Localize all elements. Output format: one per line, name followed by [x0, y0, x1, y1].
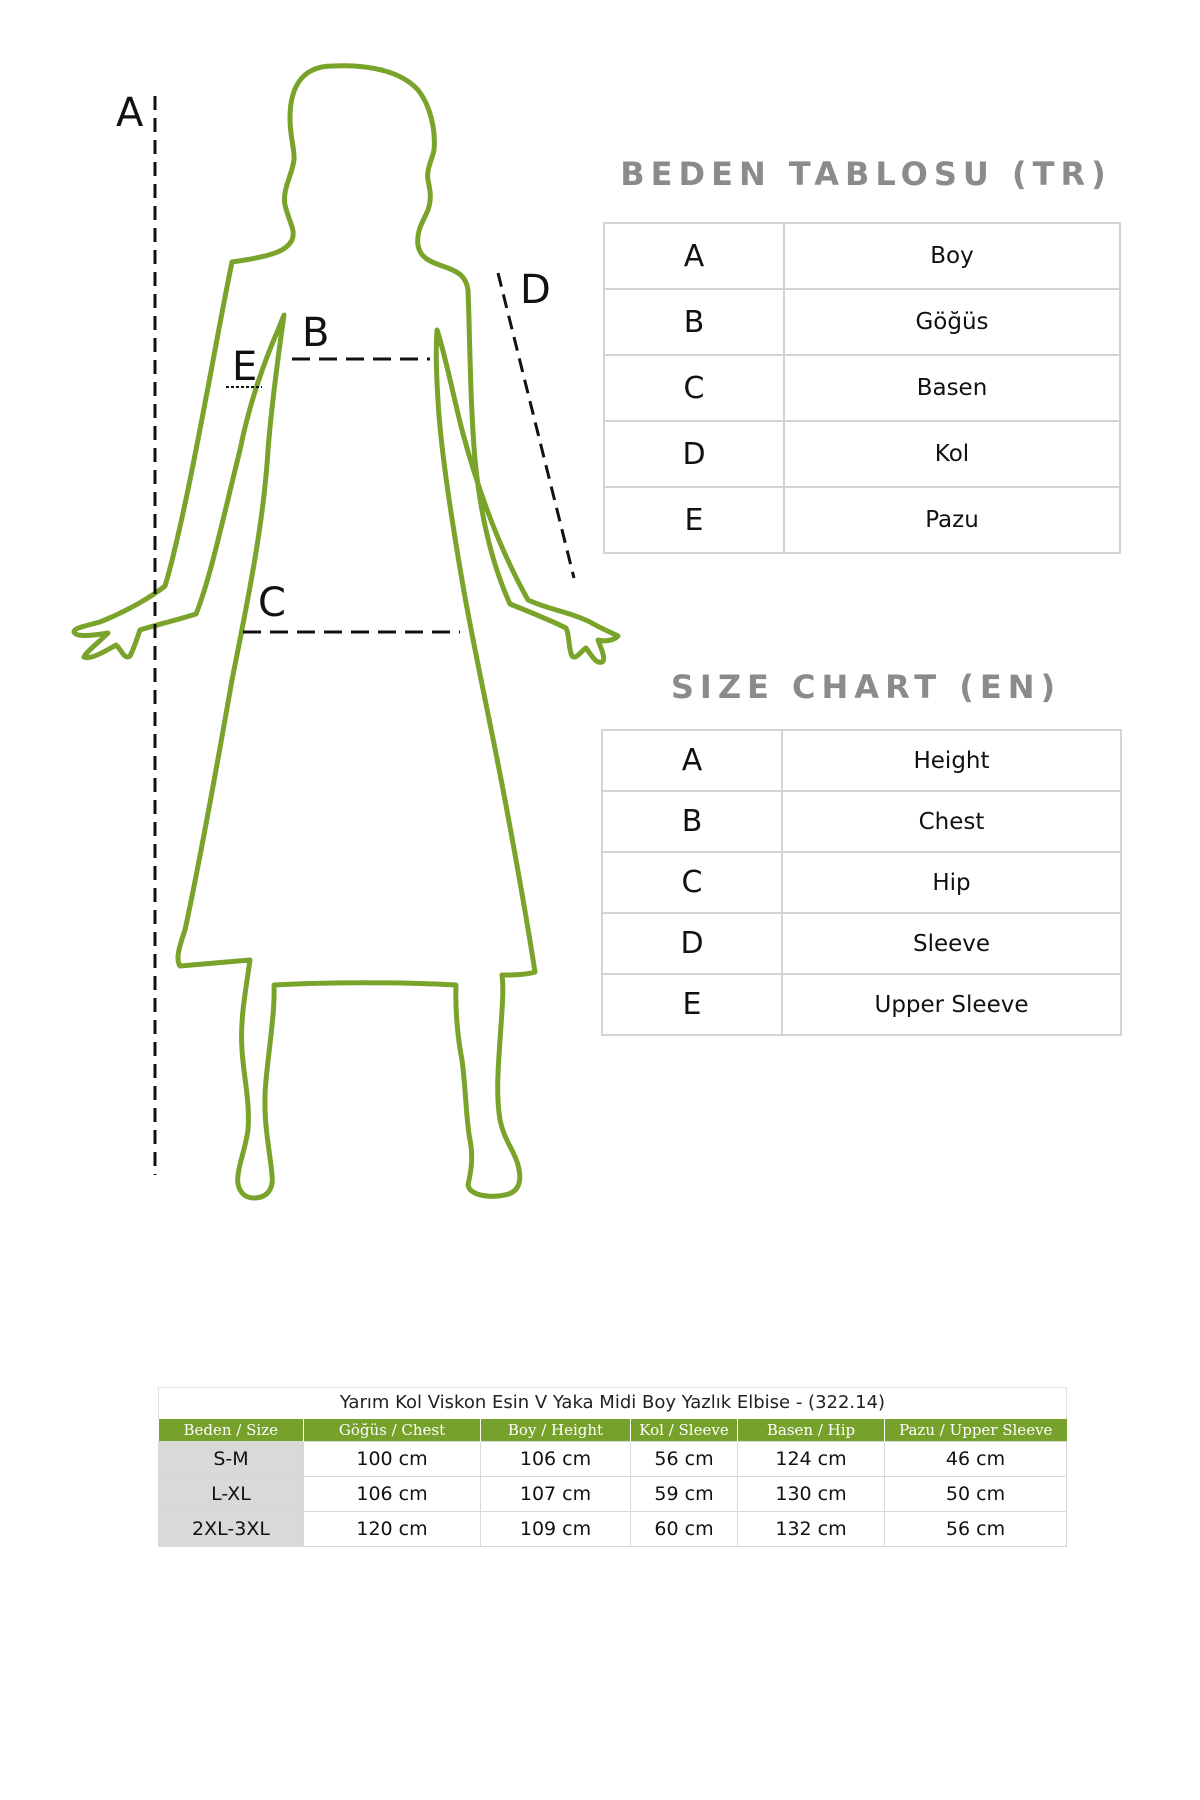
legend-name: Basen — [784, 355, 1120, 421]
legend-row — [602, 852, 1121, 913]
table-cell: 50 cm — [885, 1477, 1067, 1512]
legend-row — [602, 974, 1121, 1035]
column-header: Pazu / Upper Sleeve — [885, 1419, 1067, 1442]
table-cell: 60 cm — [631, 1512, 738, 1547]
legend-code: A — [604, 223, 784, 289]
legend-row — [602, 791, 1121, 852]
table-cell: 124 cm — [738, 1442, 885, 1477]
size-cell: S-M — [159, 1442, 304, 1477]
legend-code: D — [604, 421, 784, 487]
table-row — [159, 1512, 1067, 1547]
table-cell: 106 cm — [481, 1442, 631, 1477]
measurement-header-row — [159, 1419, 1067, 1442]
legend-table-en — [601, 729, 1122, 1036]
legend-name: Upper Sleeve — [782, 974, 1121, 1035]
legend-name: Sleeve — [782, 913, 1121, 974]
table-cell: 56 cm — [885, 1512, 1067, 1547]
table-cell: 130 cm — [738, 1477, 885, 1512]
legend-name: Göğüs — [784, 289, 1120, 355]
legend-table-tr — [603, 222, 1121, 554]
table-row — [159, 1477, 1067, 1512]
legend-name: Pazu — [784, 487, 1120, 553]
legend-row — [604, 421, 1120, 487]
measurement-table-container — [158, 1387, 1066, 1547]
table-cell: 120 cm — [304, 1512, 481, 1547]
legend-row — [604, 487, 1120, 553]
measurement-table — [158, 1387, 1067, 1547]
legend-code: A — [602, 730, 782, 791]
legend-code: E — [602, 974, 782, 1035]
legend-code: E — [604, 487, 784, 553]
legend-code: C — [602, 852, 782, 913]
legend-name: Kol — [784, 421, 1120, 487]
label-a: A — [116, 90, 144, 136]
legend-title-tr: BEDEN TABLOSU (TR) — [620, 155, 1112, 193]
column-header: Basen / Hip — [738, 1419, 885, 1442]
column-header: Kol / Sleeve — [631, 1419, 738, 1442]
legend-row — [602, 913, 1121, 974]
table-cell: 100 cm — [304, 1442, 481, 1477]
legend-row — [604, 289, 1120, 355]
label-b: B — [302, 310, 330, 356]
column-header: Boy / Height — [481, 1419, 631, 1442]
legend-name: Boy — [784, 223, 1120, 289]
legend-row — [604, 355, 1120, 421]
size-cell: L-XL — [159, 1477, 304, 1512]
column-header: Göğüs / Chest — [304, 1419, 481, 1442]
table-cell: 56 cm — [631, 1442, 738, 1477]
column-header: Beden / Size — [159, 1419, 304, 1442]
size-cell: 2XL-3XL — [159, 1512, 304, 1547]
table-cell: 109 cm — [481, 1512, 631, 1547]
legend-row — [602, 730, 1121, 791]
label-d: D — [520, 267, 551, 313]
dress-silhouette-diagram — [0, 0, 640, 1230]
label-c: C — [258, 580, 286, 626]
legend-name: Height — [782, 730, 1121, 791]
measurement-table-title: Yarım Kol Viskon Esin V Yaka Midi Boy Yazlık Elbise - (322.14) — [158, 1387, 1067, 1419]
label-e: E — [232, 344, 258, 390]
table-cell: 46 cm — [885, 1442, 1067, 1477]
legend-code: B — [604, 289, 784, 355]
table-cell: 59 cm — [631, 1477, 738, 1512]
legend-code: B — [602, 791, 782, 852]
sleeve-guide-line — [498, 273, 574, 578]
table-cell: 107 cm — [481, 1477, 631, 1512]
legend-code: D — [602, 913, 782, 974]
legend-name: Chest — [782, 791, 1121, 852]
legend-title-en: SIZE CHART (EN) — [670, 668, 1062, 706]
table-row — [159, 1442, 1067, 1477]
legend-name: Hip — [782, 852, 1121, 913]
table-cell: 106 cm — [304, 1477, 481, 1512]
legend-code: C — [604, 355, 784, 421]
table-cell: 132 cm — [738, 1512, 885, 1547]
legend-row — [604, 223, 1120, 289]
